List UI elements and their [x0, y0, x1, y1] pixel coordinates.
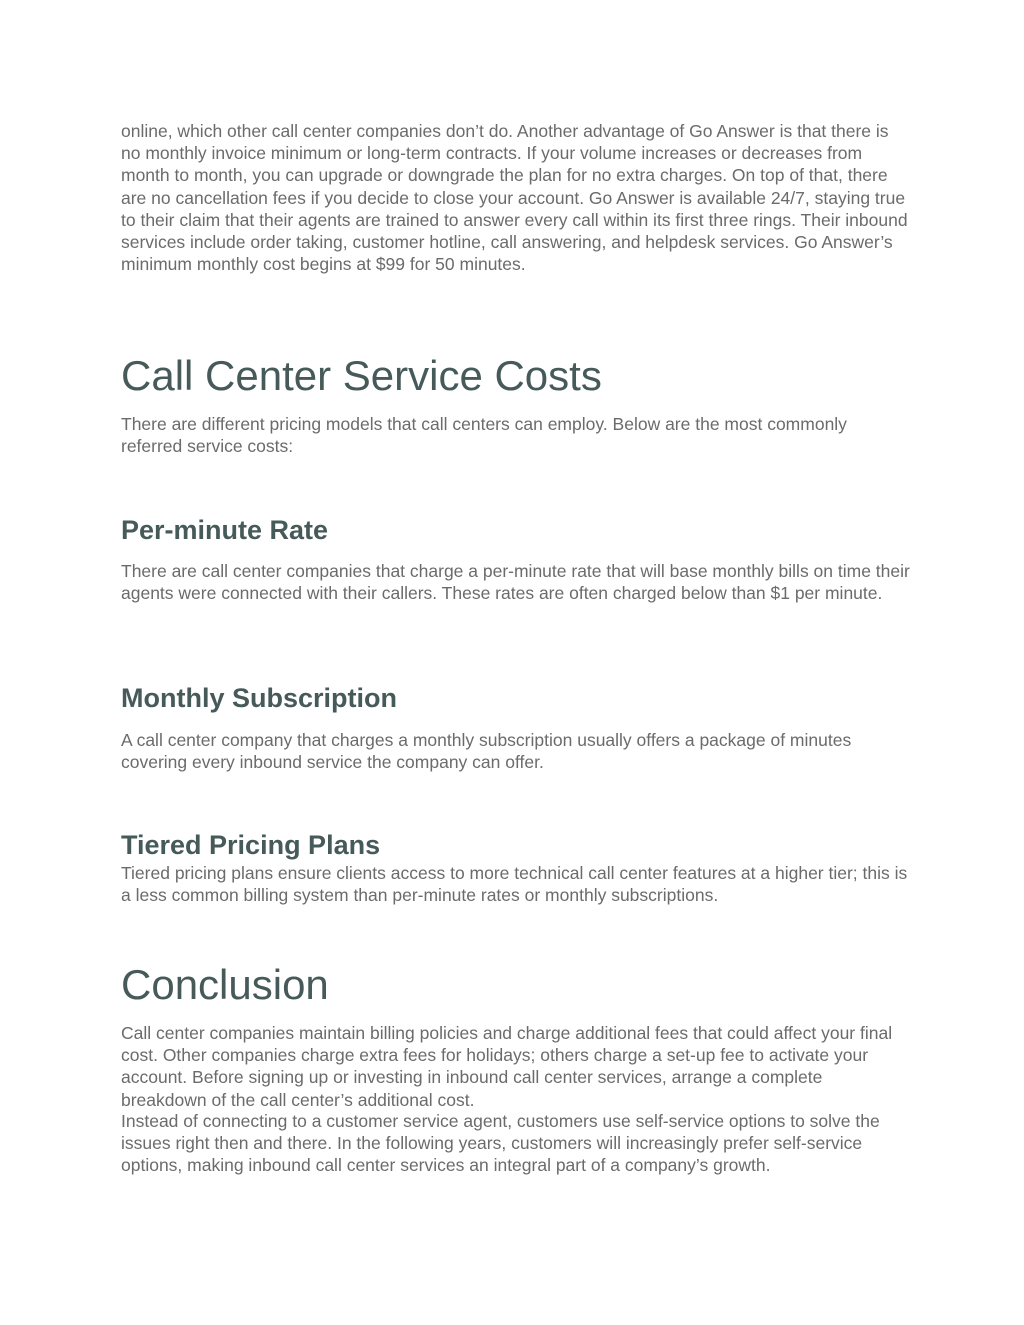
conclusion-paragraph-1: Call center companies maintain billing policies and charge additional fees that could affect your final cost. Other companies charge extra fees for holidays; others charge a set-up fee to activate your account. Before signing up or investing in inbound call center services, arrange a complete breakdown of the call center’s additional cost.: [121, 1023, 893, 1110]
monthly-paragraph: A call center company that charges a monthly subscription usually offers a package of minutes covering every inbound service the company can offer.: [121, 730, 852, 773]
costs-paragraph: There are different pricing models that call centers can employ. Below are the most commonly referred service costs:: [121, 414, 847, 457]
tiered-paragraph: Tiered pricing plans ensure clients access to more technical call center features at a higher tier; this is a less common billing system than per-minute rates or monthly subscriptions.: [121, 863, 908, 906]
costs-heading: Call Center Service Costs: [121, 352, 602, 399]
per-minute-heading: Per-minute Rate: [121, 515, 329, 545]
conclusion-paragraph-2: Instead of connecting to a customer service agent, customers use self-service options to solve the issues right then and there. In the following years, customers will increasingly prefer self-service options, making inbound call center services an integral part of a company’s growth.: [121, 1111, 880, 1176]
tiered-heading: Tiered Pricing Plans: [121, 830, 381, 860]
intro-paragraph: online, which other call center companies don’t do. Another advantage of Go Answer is that there is no monthly invoice minimum or long-term contracts. If your volume increases or decreases from month to month, you can upgrade or downgrade the plan for no extra charges. On top of that, there are no cancellation fees if you decide to close your account. Go Answer is available 24/7, staying true to their claim that their agents are trained to answer every call within its first three rings. Their inbound services include order taking, customer hotline, call answering, and helpdesk services. Go Answer’s minimum monthly cost begins at $99 for 50 minutes.: [121, 121, 908, 275]
conclusion-heading: Conclusion: [121, 961, 329, 1008]
monthly-heading: Monthly Subscription: [121, 683, 397, 713]
per-minute-paragraph: There are call center companies that charge a per-minute rate that will base monthly bills on time their agents were connected with their callers. These rates are often charged below than $1 per minute.: [121, 561, 910, 604]
